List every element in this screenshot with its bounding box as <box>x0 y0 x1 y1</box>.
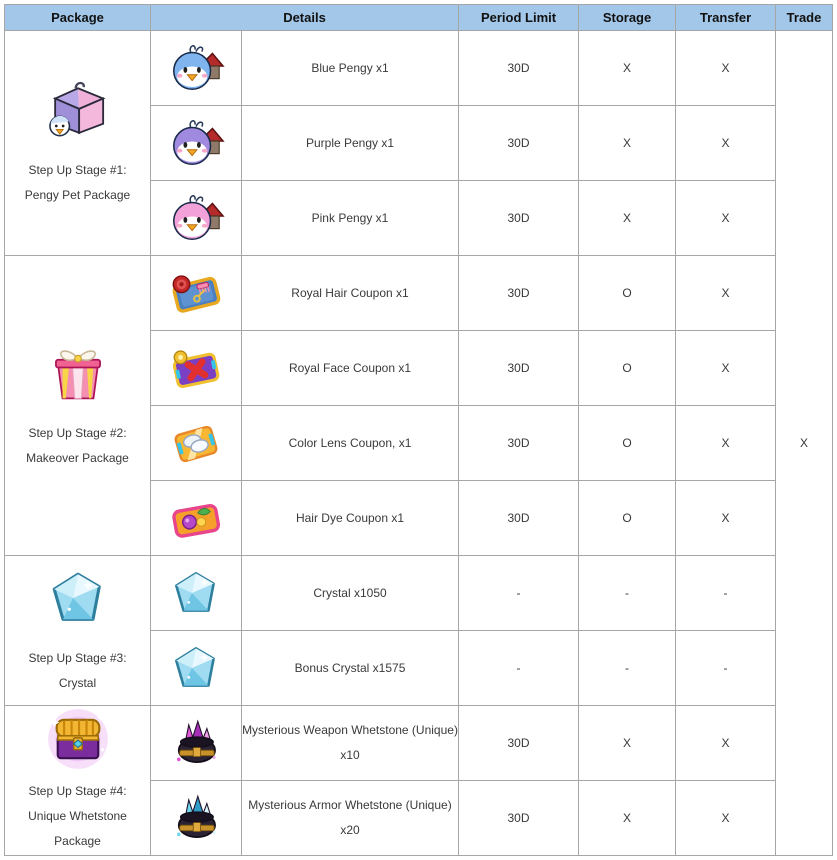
period-cell: 30D <box>459 706 579 781</box>
pink-gift-box-icon <box>43 341 113 405</box>
package-label: Step Up Stage #1: Pengy Pet Package <box>24 163 131 202</box>
item-name-cell: Color Lens Coupon, x1 <box>242 406 459 481</box>
storage-cell: - <box>579 631 676 706</box>
transfer-cell: X <box>676 406 776 481</box>
period-cell: 30D <box>459 31 579 106</box>
blue-pengy-icon <box>167 42 225 94</box>
storage-cell: X <box>579 781 676 856</box>
period-cell: 30D <box>459 406 579 481</box>
header-details: Details <box>151 5 459 31</box>
package-cell-stage3 <box>5 556 151 706</box>
storage-cell: X <box>579 31 676 106</box>
item-name-cell: Blue Pengy x1 <box>242 31 459 106</box>
pengy-pet-box-icon <box>43 78 113 142</box>
transfer-cell: X <box>676 781 776 856</box>
storage-cell: O <box>579 406 676 481</box>
item-row <box>5 256 833 331</box>
transfer-cell: X <box>676 181 776 256</box>
armor-whetstone-icon <box>167 792 225 844</box>
item-icon-cell <box>151 256 242 331</box>
package-cell-stage1 <box>5 31 151 256</box>
pink-pengy-icon <box>167 192 225 244</box>
item-name-cell: Royal Hair Coupon x1 <box>242 256 459 331</box>
item-name-cell: Mysterious Weapon Whetstone (Unique) x10 <box>242 706 459 781</box>
item-name-cell: Pink Pengy x1 <box>242 181 459 256</box>
item-name-cell: Royal Face Coupon x1 <box>242 331 459 406</box>
item-row <box>5 31 833 106</box>
item-row <box>5 706 833 781</box>
storage-cell: - <box>579 556 676 631</box>
trade-cell: X <box>776 31 833 856</box>
period-cell: 30D <box>459 781 579 856</box>
package-cell-stage2 <box>5 256 151 556</box>
hair-dye-coupon-icon <box>167 492 225 544</box>
transfer-cell: - <box>676 556 776 631</box>
transfer-cell: - <box>676 631 776 706</box>
package-label: Step Up Stage #4: Unique Whetstone Package <box>28 784 127 848</box>
period-cell: 30D <box>459 331 579 406</box>
item-name-cell: Bonus Crystal x1575 <box>242 631 459 706</box>
transfer-cell: X <box>676 706 776 781</box>
transfer-cell: X <box>676 31 776 106</box>
period-cell: 30D <box>459 481 579 556</box>
header-trade: Trade <box>776 5 833 31</box>
item-icon-cell <box>151 781 242 856</box>
item-icon-cell <box>151 181 242 256</box>
storage-cell: X <box>579 706 676 781</box>
item-icon-cell <box>151 406 242 481</box>
storage-cell: X <box>579 106 676 181</box>
storage-cell: O <box>579 256 676 331</box>
header-package: Package <box>5 5 151 31</box>
storage-cell: O <box>579 481 676 556</box>
storage-cell: O <box>579 331 676 406</box>
header-transfer: Transfer <box>676 5 776 31</box>
crystal-icon <box>43 566 113 630</box>
transfer-cell: X <box>676 331 776 406</box>
period-cell: - <box>459 631 579 706</box>
package-label: Step Up Stage #3: Crystal <box>28 650 127 690</box>
item-name-cell: Mysterious Armor Whetstone (Unique) x20 <box>242 781 459 856</box>
item-icon-cell <box>151 631 242 706</box>
transfer-cell: X <box>676 106 776 181</box>
item-icon-cell <box>151 556 242 631</box>
period-cell: 30D <box>459 106 579 181</box>
storage-cell: X <box>579 181 676 256</box>
package-table <box>4 4 833 856</box>
item-name-cell: Hair Dye Coupon x1 <box>242 481 459 556</box>
header-row <box>5 5 833 31</box>
item-icon-cell <box>151 706 242 781</box>
item-name-cell: Purple Pengy x1 <box>242 106 459 181</box>
transfer-cell: X <box>676 256 776 331</box>
treasure-chest-icon <box>43 707 113 771</box>
item-row <box>5 556 833 631</box>
period-cell: 30D <box>459 181 579 256</box>
period-cell: 30D <box>459 256 579 331</box>
item-icon-cell <box>151 331 242 406</box>
package-cell-stage4 <box>5 706 151 856</box>
weapon-whetstone-icon <box>167 717 225 769</box>
crystal-icon <box>167 567 225 619</box>
item-name-cell: Crystal x1050 <box>242 556 459 631</box>
royal-face-coupon-icon <box>167 342 225 394</box>
item-icon-cell <box>151 481 242 556</box>
header-period-limit: Period Limit <box>459 5 579 31</box>
transfer-cell: X <box>676 481 776 556</box>
item-icon-cell <box>151 31 242 106</box>
header-storage: Storage <box>579 5 676 31</box>
period-cell: - <box>459 556 579 631</box>
package-label: Step Up Stage #2: Makeover Package <box>26 425 129 465</box>
color-lens-coupon-icon <box>167 417 225 469</box>
crystal-icon <box>167 642 225 694</box>
purple-pengy-icon <box>167 117 225 169</box>
royal-hair-coupon-icon <box>167 267 225 319</box>
item-icon-cell <box>151 106 242 181</box>
